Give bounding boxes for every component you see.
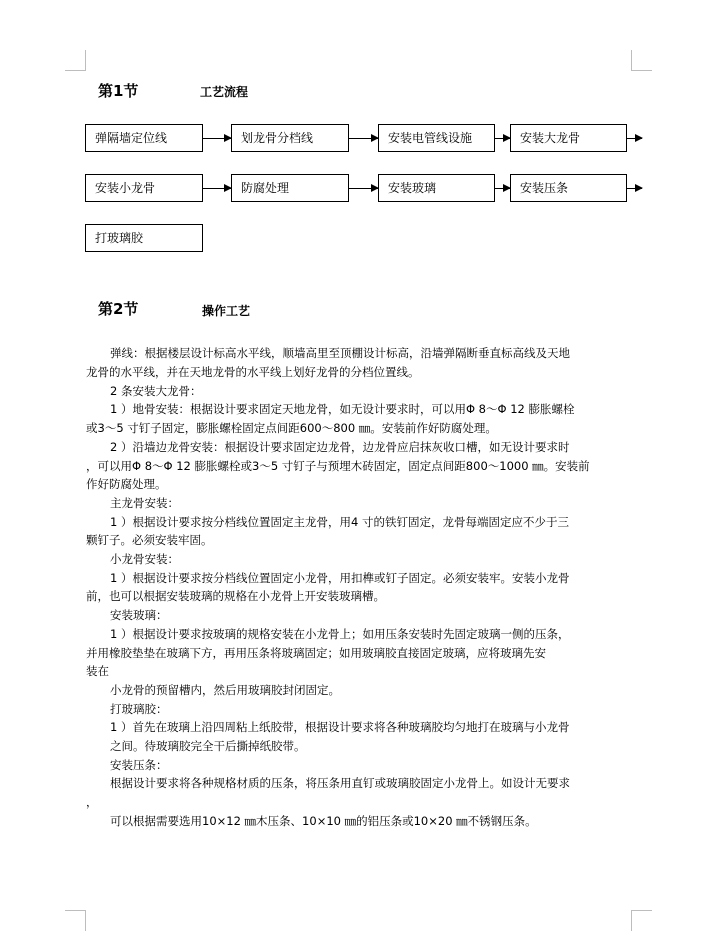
page-corner-mark bbox=[65, 50, 86, 71]
body-line: 打玻璃胶： bbox=[110, 702, 168, 716]
flow-arrow bbox=[495, 188, 510, 189]
body-line: 根据设计要求将各种规格材质的压条，将压条用直钉或玻璃胶固定小龙骨上。如设计无要求 bbox=[110, 776, 570, 790]
body-line: 或3～5 寸钉子固定，膨胀螺栓固定点间距600～800 ㎜。安装前作好防腐处理。 bbox=[86, 421, 497, 435]
page-corner-mark bbox=[65, 910, 86, 931]
body-line: 可以根据需要选用10×12 ㎜木压条、10×10 ㎜的铝压条或10×20 ㎜不锈钢压条。 bbox=[110, 814, 537, 828]
body-line: 1 ）根据设计要求按玻璃的规格安装在小龙骨上；如用压条安装时先固定玻璃一侧的压条， bbox=[110, 627, 570, 641]
body-line: 小龙骨的预留槽内，然后用玻璃胶封闭固定。 bbox=[110, 683, 340, 697]
body-line: 1 ）根据设计要求按分档线位置固定小龙骨，用扣榫或钉子固定。必须安装牢。安装小龙骨 bbox=[110, 571, 570, 585]
flow-arrow bbox=[349, 138, 378, 139]
section-1-title: 工艺流程 bbox=[200, 85, 249, 99]
body-line: 装在 bbox=[86, 664, 109, 678]
flow-arrow bbox=[349, 188, 378, 189]
body-line: ， bbox=[86, 795, 98, 809]
body-line: 安装压条： bbox=[110, 758, 168, 772]
body-line: 小龙骨安装： bbox=[110, 552, 179, 566]
section-1-number: 第1节 bbox=[98, 82, 139, 100]
section-2-number: 第2节 bbox=[98, 300, 139, 318]
flow-step: 打玻璃胶 bbox=[85, 224, 203, 252]
flow-step: 安装压条 bbox=[510, 174, 627, 202]
flow-arrow bbox=[203, 138, 231, 139]
body-line: ，可以用Φ 8～Φ 12 膨胀螺栓或3～5 寸钉子与预埋木砖固定，固定点间距800～1000 ㎜。安装前 bbox=[86, 459, 590, 473]
flow-step: 安装电管线设施 bbox=[378, 124, 495, 152]
body-line: 弹线：根据楼层设计标高水平线，顺墙高里至顶棚设计标高，沿墙弹隔断垂直标高线及天地 bbox=[110, 346, 570, 360]
body-line: 2 条安装大龙骨： bbox=[110, 384, 202, 398]
flow-arrow bbox=[495, 138, 510, 139]
body-line: 1 ）首先在玻璃上沿四周粘上纸胶带，根据设计要求将各种玻璃胶均匀地打在玻璃与小龙骨 bbox=[110, 720, 570, 734]
flow-arrow bbox=[627, 138, 642, 139]
body-line: 安装玻璃： bbox=[110, 608, 168, 622]
body-line: 1 ）地骨安装：根据设计要求固定天地龙骨，如无设计要求时，可以用Φ 8～Φ 12 膨胀螺栓 bbox=[110, 402, 575, 416]
body-line: 作好防腐处理。 bbox=[86, 477, 167, 491]
section-2-title: 操作工艺 bbox=[202, 304, 251, 318]
body-line: 1 ）根据设计要求按分档线位置固定主龙骨，用4 寸的铁钉固定，龙骨每端固定应不少于三 bbox=[110, 515, 569, 529]
flow-step: 弹隔墙定位线 bbox=[85, 124, 203, 152]
flow-step: 防腐处理 bbox=[231, 174, 349, 202]
body-line: 颗钉子。必须安装牢固。 bbox=[86, 533, 213, 547]
page-corner-mark bbox=[631, 50, 652, 71]
flow-step: 安装大龙骨 bbox=[510, 124, 627, 152]
flow-arrow bbox=[203, 188, 231, 189]
body-line: 2 ）沿墙边龙骨安装：根据设计要求固定边龙骨，边龙骨应启抹灰收口槽，如无设计要求时 bbox=[110, 440, 570, 454]
body-line: 并用橡胶垫垫在玻璃下方，再用压条将玻璃固定；如用玻璃胶直接固定玻璃，应将玻璃先安 bbox=[86, 646, 546, 660]
body-line: 龙骨的水平线，并在天地龙骨的水平线上划好龙骨的分档位置线。 bbox=[86, 365, 420, 379]
page-corner-mark bbox=[631, 910, 652, 931]
body-line: 前，也可以根据安装玻璃的规格在小龙骨上开安装玻璃槽。 bbox=[86, 589, 385, 603]
body-line: 主龙骨安装： bbox=[110, 496, 179, 510]
flow-step: 安装小龙骨 bbox=[85, 174, 203, 202]
flow-step: 划龙骨分档线 bbox=[231, 124, 349, 152]
flow-arrow bbox=[627, 188, 642, 189]
flow-step: 安装玻璃 bbox=[378, 174, 495, 202]
body-line: 之间。待玻璃胶完全干后撕掉纸胶带。 bbox=[110, 739, 306, 753]
